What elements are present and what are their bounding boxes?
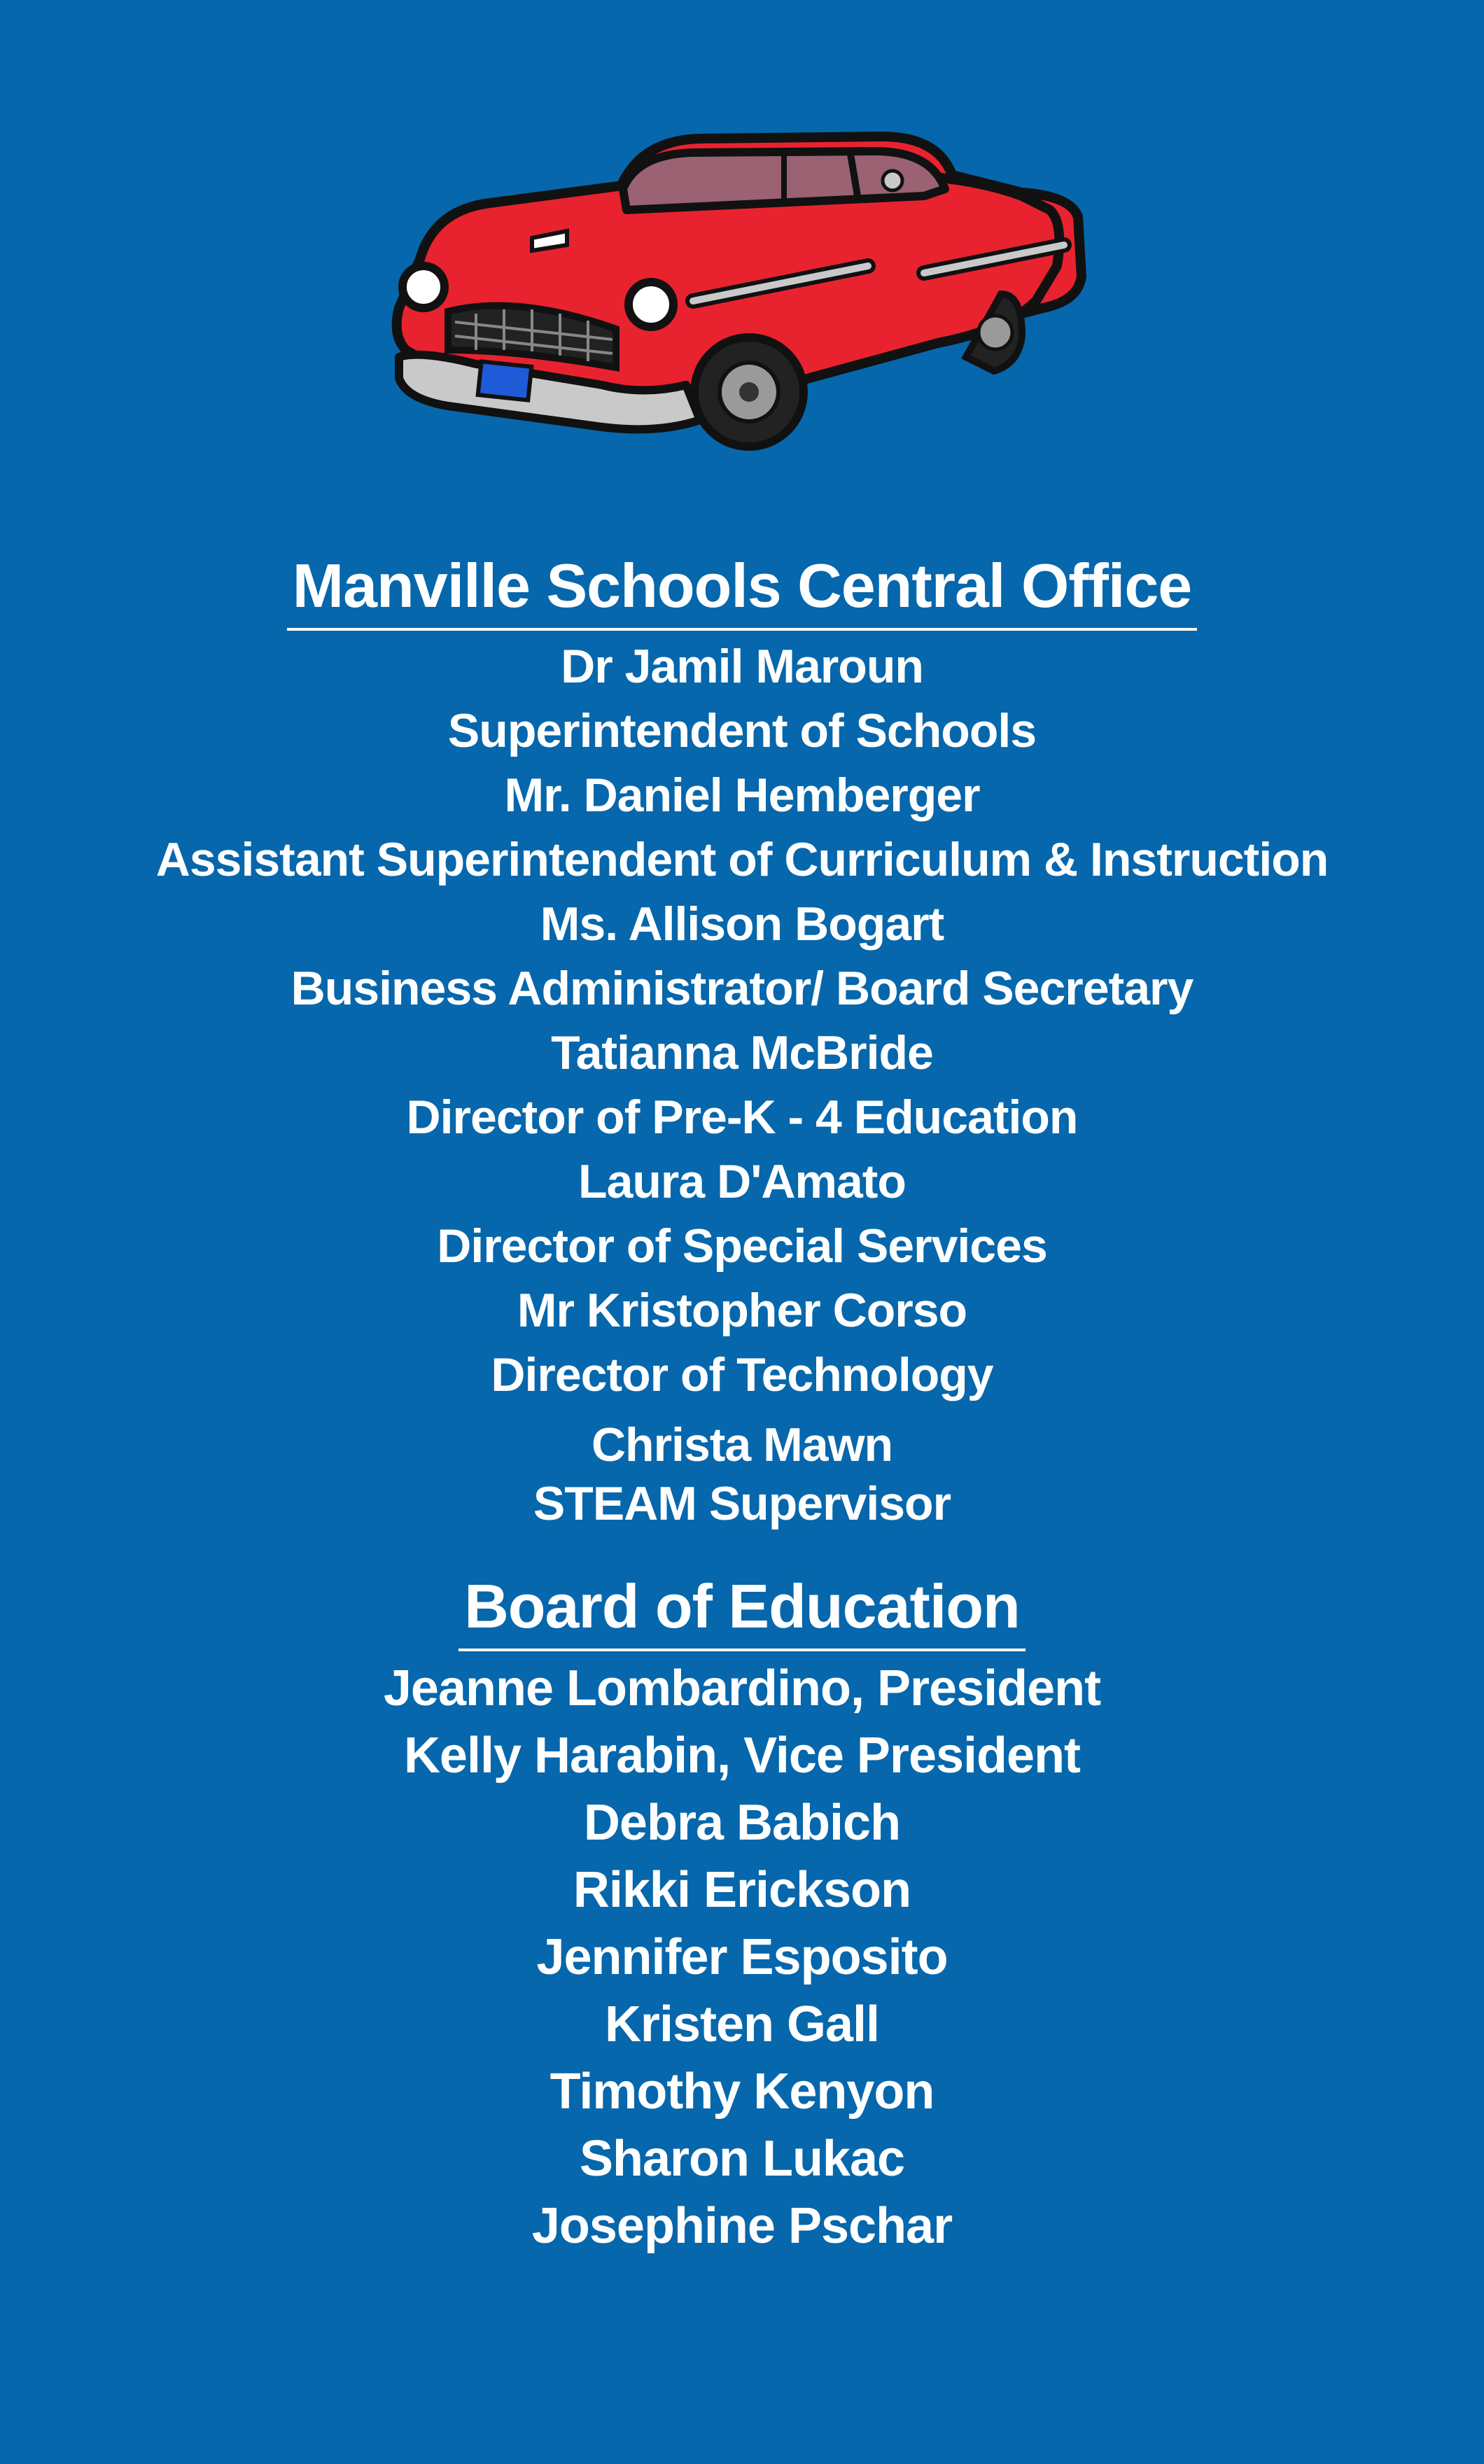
board-member: Timothy Kenyon (550, 2064, 934, 2120)
board-title (0, 1571, 1484, 1651)
staff-line: Assistant Superintendent of Curriculum & Instruction (155, 833, 1329, 886)
board-member: Jeanne Lombardino, President (383, 1660, 1101, 1716)
staff-line: Superintendent of Schools (447, 704, 1037, 757)
board-member: Josephine Pschar (531, 2198, 953, 2254)
board-title-text: Board of Education (458, 1576, 1026, 1651)
central-office-title-text: Manville Schools Central Office (287, 555, 1197, 631)
board-member: Kelly Harabin, Vice President (403, 1728, 1081, 1784)
staff-line: Mr. Daniel Hemberger (504, 769, 980, 822)
board-member: Jennifer Esposito (536, 1929, 948, 1985)
staff-line: STEAM Supervisor (533, 1477, 951, 1530)
staff-line: Laura D'Amato (578, 1155, 906, 1208)
staff-line: Tatianna McBride (551, 1026, 933, 1079)
staff-line: Business Administrator/ Board Secretary (290, 962, 1194, 1015)
staff-line: Director of Pre-K - 4 Education (406, 1091, 1078, 1144)
staff-line: Ms. Allison Bogart (540, 897, 944, 951)
staff-line: Mr Kristopher Corso (517, 1284, 967, 1337)
board-member: Kristen Gall (604, 1996, 880, 2052)
classic-red-car-icon (391, 126, 1093, 476)
staff-line: Director of Technology (491, 1348, 993, 1401)
board-member: Sharon Lukac (579, 2131, 905, 2187)
staff-line: Director of Special Services (437, 1219, 1047, 1273)
staff-line: Dr Jamil Maroun (561, 640, 923, 693)
board-member: Debra Babich (583, 1795, 901, 1851)
central-office-title (0, 550, 1484, 631)
staff-line: Christa Mawn (591, 1418, 893, 1471)
board-member: Rikki Erickson (573, 1862, 911, 1918)
